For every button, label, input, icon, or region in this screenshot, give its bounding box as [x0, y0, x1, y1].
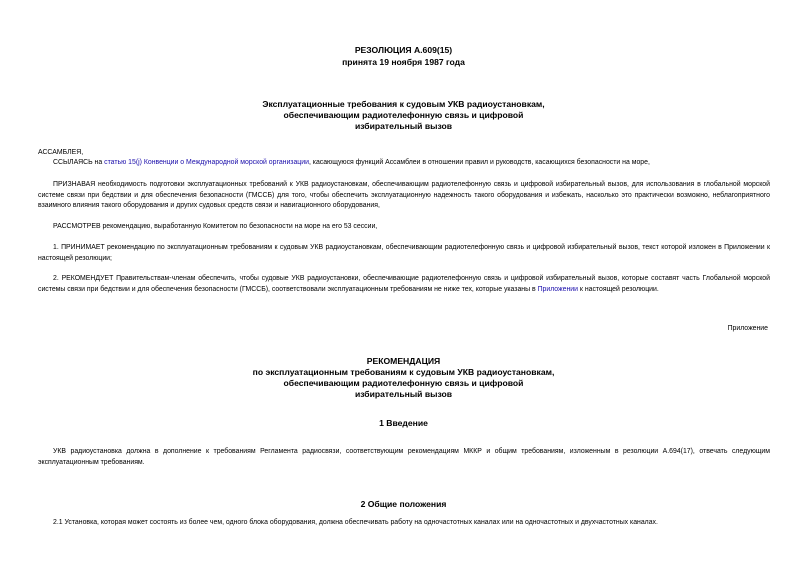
- adopts-paragraph: 1. ПРИНИМАЕТ рекомендацию по эксплуатационным требованиям к судовым УКВ радиоустановкам, обеспечивающим радиотелефонную связь и цифровой избирательный вызов, текст которой изложен в Приложении к настоящей резолюции;: [38, 244, 770, 262]
- recalling-paragraph: [38, 158, 770, 169]
- convention-article-link[interactable]: статью 15(j) Конвенции о Международной морской организации: [104, 159, 309, 166]
- considering-paragraph: РАССМОТРЕВ рекомендацию, выработанную Комитетом по безопасности на море на его 53 сессии,: [53, 223, 378, 230]
- subject-line-1: Эксплуатационные требования к судовым УКВ радиоустановкам,: [262, 99, 545, 109]
- recalling-text-end: , касающуюся функций Ассамблеи в отношении правил и руководств, касающихся безопасности на море,: [308, 159, 650, 166]
- recommendation-line-2: обеспечивающим радиотелефонную связь и цифровой: [283, 378, 524, 388]
- assembly-label: АССАМБЛЕЯ,: [38, 149, 84, 156]
- recommendation-line-1: по эксплуатационным требованиям к судовым УКВ радиоустановкам,: [252, 367, 555, 377]
- section-2-text: 2.1 Установка, которая может состоять из более чем, одного блока оборудования, должна обеспечивать работу на одночастотных каналах или на одночастотных и двухчастотных каналах.: [53, 519, 658, 526]
- recommendation-line-3: избирательный вызов: [354, 389, 453, 399]
- recognizing-paragraph: ПРИЗНАВАЯ необходимость подготовки эксплуатационных требований к УКВ радиоустановкам, обеспечивающим радиотелефонную связь и цифровой избирательный вызов, для использования в глобальной морской системе связи при бедствии и для обеспечения безопасности (ГМССБ) для того, чтобы обеспечить эксплуатационную надежность такого оборудования и избежать, насколько это практически возможно, неблагоприятного взаимного влияния такого оборудования и других судовых средств связи и навигационного оборудования,: [38, 181, 770, 209]
- recommends-paragraph: [38, 274, 770, 295]
- recommends-text-end: к настоящей резолюции.: [578, 285, 659, 293]
- recommendation-title: РЕКОМЕНДАЦИЯ: [366, 356, 441, 366]
- recalling-text-start: ССЫЛАЯСЬ на: [53, 159, 105, 166]
- annex-link[interactable]: Приложении: [537, 285, 578, 293]
- annex-label: Приложение: [727, 325, 768, 332]
- subject-line-2: обеспечивающим радиотелефонную связь и цифровой: [283, 110, 524, 120]
- recommends-text-start: 2. РЕКОМЕНДУЕТ Правительствам-членам обеспечить, чтобы судовые УКВ радиоустановки, обеспечивающие радиотелефонную связь и цифровой избирательный вызов, которые составят часть Глобальной морской системы связи при бедствии и для обеспечения безопасности (ГМССБ), соответствовали эксплуатационным требованиям не ниже тех, которые указаны в: [38, 275, 770, 293]
- section-1-heading: 1 Введение: [379, 418, 428, 428]
- resolution-title: РЕЗОЛЮЦИЯ А.609(15): [354, 45, 453, 55]
- section-1-text: УКВ радиоустановка должна в дополнение к требованиям Регламента радиосвязи, соответствующим рекомендациям МККР и общим требованиям, изложенным в резолюции А.694(17), отвечать следующим эксплуатационным требованиям.: [38, 448, 770, 466]
- adoption-date: принята 19 ноября 1987 года: [342, 57, 465, 67]
- subject-line-3: избирательный вызов: [354, 121, 453, 131]
- section-2-heading: 2 Общие положения: [360, 499, 447, 509]
